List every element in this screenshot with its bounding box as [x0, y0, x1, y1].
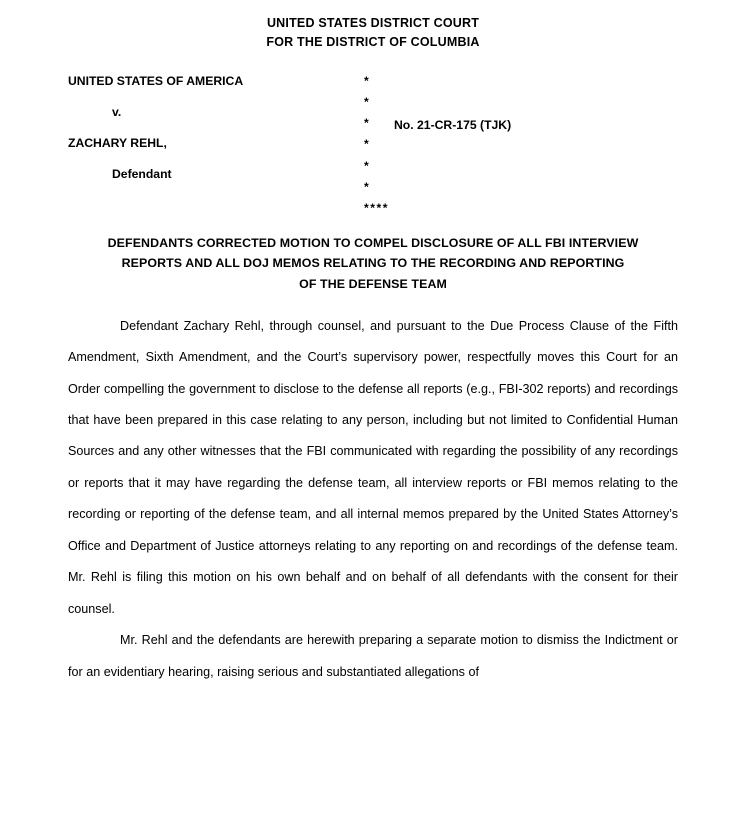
- motion-title-line-3: OF THE DEFENSE TEAM: [299, 276, 447, 291]
- motion-title-line-1: DEFENDANTS CORRECTED MOTION TO COMPEL DISCLOSURE OF ALL FBI INTERVIEW: [107, 235, 639, 250]
- motion-title: [68, 233, 678, 295]
- caption-versus: v.: [112, 104, 122, 119]
- caption-star-3: *: [364, 116, 370, 131]
- caption-defendant-label: Defendant: [112, 167, 172, 182]
- caption-plaintiff: UNITED STATES OF AMERICA: [68, 73, 244, 88]
- caption-star-4: *: [364, 137, 370, 152]
- body-paragraph-1: Defendant Zachary Rehl, through counsel, and pursuant to the Due Process Clause of the Fifth Amendment, Sixth Amendment, and the Court’s supervisory power, respectfully moves this Court for an Order compelling the government to disclose to the defense all reports (e.g., FBI-302 reports) and recordings that have been prepared in this case relating to any person, including but not limited to Confidential Human Sources and any other witnesses that the FBI communicated with regarding the possibility of any recordings or reports that it may have regarding the defense team, all interview reports or FBI memos relating to the recording or reporting of the defense team, and all internal memos prepared by the United States Attorney’s Office and Department of Justice attorneys relating to any reporting on and recordings of the defense team. Mr. Rehl is filing this motion on his own behalf and on behalf of all defendants with the consent for their counsel.: [68, 318, 678, 616]
- caption-defendant-name: ZACHARY REHL,: [68, 136, 167, 151]
- caption-star-2: *: [364, 94, 370, 109]
- caption-star-column: [364, 75, 389, 214]
- caption-star-1: *: [364, 73, 370, 88]
- court-header-line-2: FOR THE DISTRICT OF COLUMBIA: [266, 35, 480, 50]
- motion-title-line-2: REPORTS AND ALL DOJ MEMOS RELATING TO THE RECORDING AND REPORTING: [121, 256, 625, 271]
- caption-star-5: *: [364, 158, 370, 173]
- court-header-line-1: UNITED STATES DISTRICT COURT: [266, 16, 480, 30]
- caption-case-number: No. 21-CR-175 (TJK): [394, 117, 512, 132]
- motion-body: [68, 311, 678, 689]
- court-header: [68, 14, 678, 53]
- case-caption: [68, 75, 678, 215]
- body-paragraph-2: Mr. Rehl and the defendants are herewith preparing a separate motion to dismiss the Indictment or for an evidentiary hearing, raising serious and substantiated allegations of: [68, 633, 678, 679]
- caption-parties: [68, 75, 358, 200]
- caption-star-6: *: [364, 179, 370, 194]
- caption-stars-row: ****: [364, 200, 389, 215]
